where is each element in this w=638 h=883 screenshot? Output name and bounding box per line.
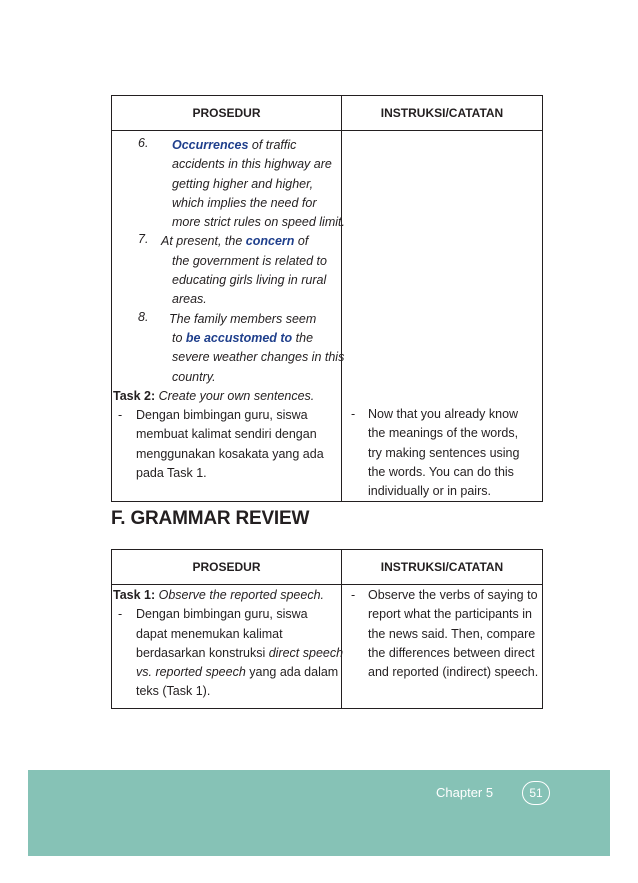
prosedur-cell (112, 585, 342, 709)
procedure-text: pada Task 1. (136, 466, 207, 481)
bullet-dash: - (351, 407, 356, 421)
procedure-text-italic: vs. reported speech (136, 665, 246, 680)
header-instruksi: INSTRUKSI/CATATAN (342, 96, 543, 131)
procedure-text: Dengan bimbingan guru, siswa (136, 607, 308, 622)
page-number: 51 (522, 781, 550, 805)
instruction-text: report what the participants in (368, 607, 532, 622)
item-text: of traffic (248, 138, 297, 152)
footer-band (28, 770, 610, 856)
vocab-item-7 (112, 232, 341, 309)
procedure-text: teks (Task 1). (136, 684, 211, 699)
prosedur-cell (112, 131, 345, 502)
item-text: to (172, 330, 186, 345)
procedure-table-1 (111, 95, 543, 502)
vocab-item-8 (112, 309, 345, 387)
item-text: accidents in this highway are (172, 157, 332, 172)
instruction-text: individually or in pairs. (368, 484, 491, 499)
task-label: Task 1: (113, 588, 156, 602)
instruction-text: the differences between direct (368, 645, 535, 660)
item-text: the government is related to (172, 253, 327, 268)
procedure-text: menggunakan kosakata yang ada (136, 446, 324, 461)
item-text: which implies the need for (172, 195, 317, 210)
item-text: educating girls living in rural (172, 273, 327, 288)
item-text: country. (172, 369, 216, 384)
task-1-instruction (112, 586, 341, 605)
instruction-bullet (342, 586, 542, 682)
header-instruksi: INSTRUKSI/CATATAN (342, 550, 543, 585)
task-2-instruction (112, 387, 341, 406)
instruction-text: the news said. Then, compare (368, 626, 536, 641)
instruction-text: the words. You can do this (368, 464, 514, 479)
item-text: getting higher and higher, (172, 176, 314, 191)
instruction-text: and reported (indirect) speech. (368, 665, 539, 680)
item-text: areas. (172, 292, 207, 307)
bullet-dash: - (351, 588, 356, 602)
procedure-text: membuat kalimat sendiri dengan (136, 427, 317, 442)
procedure-table-2 (111, 549, 543, 709)
item-text: the (292, 330, 314, 345)
table-row (112, 131, 543, 502)
procedure-text: yang ada dalam (245, 665, 339, 680)
instruksi-cell (342, 131, 543, 502)
task-text: Observe the reported speech. (155, 588, 325, 602)
header-prosedur: PROSEDUR (112, 96, 342, 131)
instruction-bullet (342, 405, 542, 501)
procedure-bullet (112, 605, 344, 701)
bullet-dash: - (118, 607, 123, 622)
instruction-text: Now that you already know (368, 407, 519, 421)
task-label: Task 2: (113, 388, 156, 403)
table-row (112, 585, 543, 709)
keyword-occurrences: Occurrences (172, 138, 249, 152)
item-text: more strict rules on speed limit. (172, 215, 345, 230)
table-header-row (112, 96, 543, 131)
header-prosedur: PROSEDUR (112, 550, 342, 585)
item-text: The family members seem (169, 311, 317, 326)
section-heading: F. GRAMMAR REVIEW (111, 508, 310, 529)
procedure-text: Dengan bimbingan guru, siswa (136, 408, 308, 423)
instruction-text: try making sentences using (368, 445, 520, 460)
procedure-text: berdasarkan konstruksi (136, 645, 269, 660)
instruction-text: the meanings of the words, (368, 426, 519, 441)
procedure-text-italic: direct speech (268, 645, 344, 660)
table-header-row (112, 550, 543, 585)
item-number: 8. (138, 309, 149, 324)
bullet-dash: - (118, 408, 123, 423)
item-number: 6. (138, 136, 149, 150)
item-text: severe weather changes in this (172, 350, 345, 365)
task-text: Create your own sentences. (155, 388, 315, 403)
procedure-text: dapat menemukan kalimat (136, 626, 283, 641)
instruksi-cell (342, 585, 543, 709)
item-number: 7. (138, 232, 149, 247)
item-text: At present, the (161, 234, 246, 249)
keyword-concern: concern (245, 234, 295, 249)
chapter-label: Chapter 5 (436, 785, 494, 800)
procedure-bullet (112, 406, 341, 487)
vocab-item-6 (112, 136, 345, 232)
item-text: of (294, 234, 309, 249)
instruction-text: Observe the verbs of saying to (368, 588, 538, 602)
keyword-be-accustomed-to: be accustomed to (185, 330, 293, 345)
